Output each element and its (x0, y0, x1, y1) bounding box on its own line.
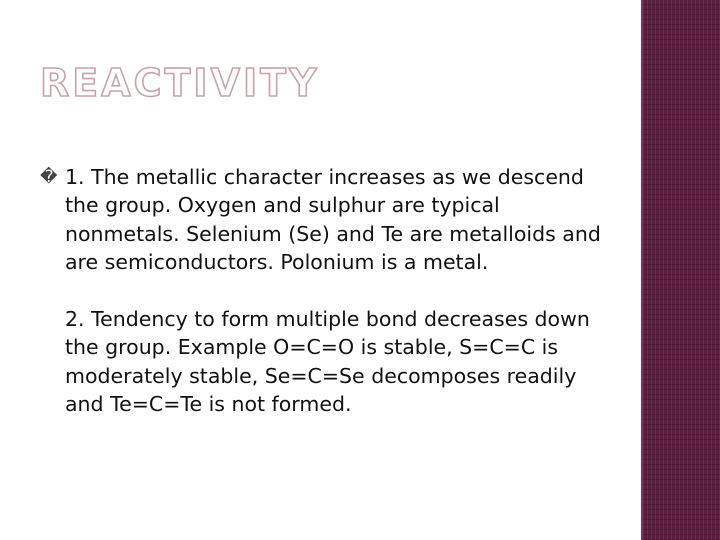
bullet-icon: � (40, 167, 58, 187)
slide-title: REACTIVITY (40, 61, 320, 105)
point-2-bold: multiple bond (275, 307, 418, 332)
slide-body (40, 163, 610, 419)
bullet-item-1 (40, 163, 610, 277)
point-2-rest: decreases down the group. Example O=C=O is stable, S=C=C is moderately stable, Se=C=Se decomposes readily and Te=C=Te is not formed. (65, 307, 590, 417)
point-1-text (65, 163, 610, 277)
point-2 (40, 305, 610, 419)
point-1-rest: increases as we descend the group. Oxygen and sulphur are typical nonmetals. Selenium (Se) and Te are metalloids and are semiconductors. Polonium is a metal. (65, 165, 601, 275)
point-1-bold: metallic character (135, 165, 322, 189)
point-2-lead: 2. Tendency to form (65, 307, 276, 332)
decorative-side-band (641, 0, 720, 540)
point-1-lead: 1. The (65, 165, 136, 189)
